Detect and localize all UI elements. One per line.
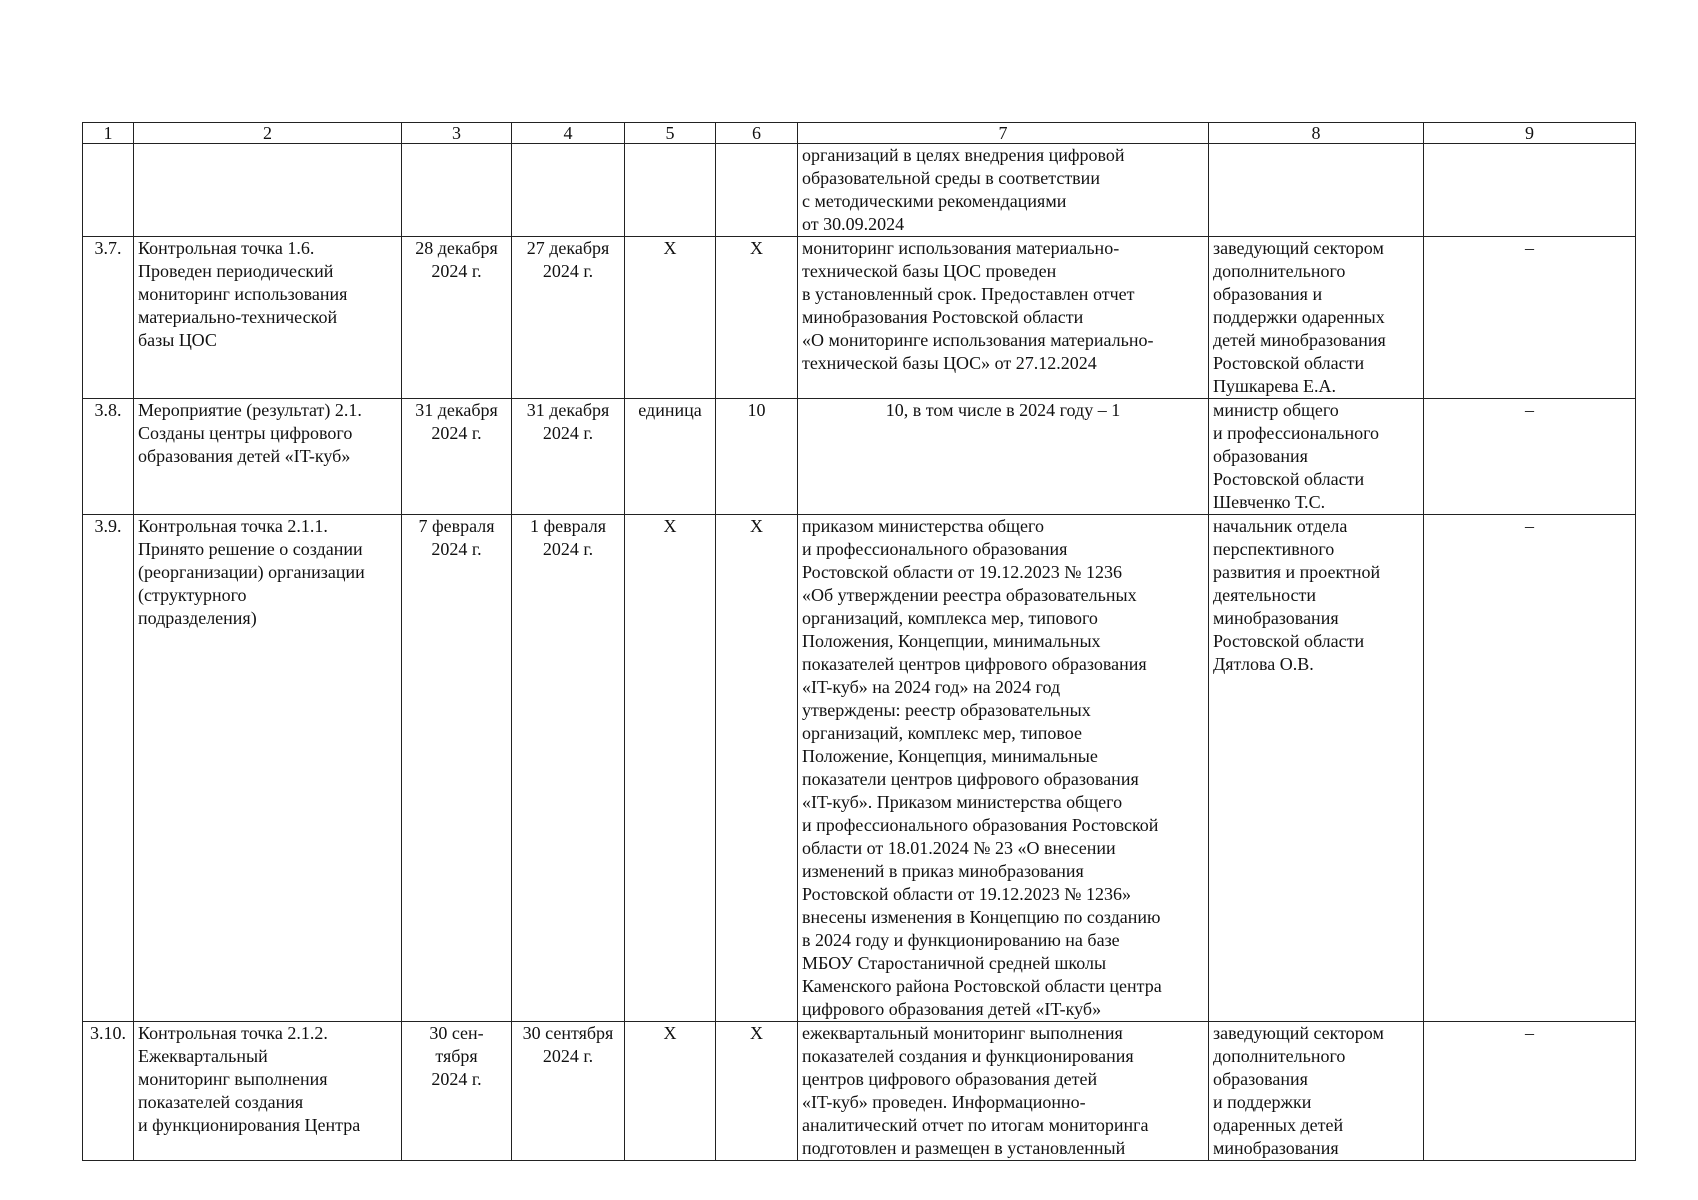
- planned-date: 28 декабря 2024 г.: [402, 237, 512, 399]
- table-row: [83, 515, 1636, 1022]
- row-number: 3.8.: [83, 399, 134, 515]
- row-name: [134, 144, 402, 237]
- unit: Х: [625, 237, 716, 399]
- row-name: Контрольная точка 1.6. Проведен периодический мониторинг использования материально-технической базы ЦОС: [134, 237, 402, 399]
- table-row: [83, 399, 1636, 515]
- unit: единица: [625, 399, 716, 515]
- report-table: [82, 122, 1636, 1161]
- responsible: заведующий сектором дополнительного образования и поддержки одаренных детей минобразования: [1209, 1022, 1424, 1161]
- column-header: 9: [1424, 123, 1636, 144]
- unit: Х: [625, 515, 716, 1022]
- unit: Х: [625, 1022, 716, 1161]
- responsible: министр общего и профессионального образования Ростовской области Шевченко Т.С.: [1209, 399, 1424, 515]
- note: –: [1424, 1022, 1636, 1161]
- value: Х: [716, 515, 798, 1022]
- value: 10: [716, 399, 798, 515]
- column-header: 6: [716, 123, 798, 144]
- planned-date: 30 сен- тября 2024 г.: [402, 1022, 512, 1161]
- column-header: 4: [512, 123, 625, 144]
- planned-date: [402, 144, 512, 237]
- note: –: [1424, 515, 1636, 1022]
- result-text: организаций в целях внедрения цифровой образовательной среды в соответствии с методическими рекомендациями от 30.09.2024: [798, 144, 1209, 237]
- responsible: [1209, 144, 1424, 237]
- column-header: 7: [798, 123, 1209, 144]
- row-number: 3.10.: [83, 1022, 134, 1161]
- column-header: 8: [1209, 123, 1424, 144]
- result-text: приказом министерства общего и профессионального образования Ростовской области от 19.12.2023 № 1236 «Об утверждении реестра образовательных организаций, комплекса мер, типового Положения, Концепции, минимальных показателей центров цифрового образования «IT-куб» на 2024 год» на 2024 год утверждены: реестр образовательных организаций, комплекс мер, типовое Положение, Концепция, минимальные показатели центров цифрового образования «IT-куб». Приказом министерства общего и профессионального образования Ростовской области от 18.01.2024 № 23 «О внесении изменений в приказ минобразования Ростовской области от 19.12.2023 № 1236» внесены изменения в Концепцию по созданию в 2024 году и функционированию на базе МБОУ Старостаничной средней школы Каменского района Ростовской области центра цифрового образования детей «IT-куб»: [798, 515, 1209, 1022]
- column-header: 3: [402, 123, 512, 144]
- unit: [625, 144, 716, 237]
- row-name: Контрольная точка 2.1.2. Ежеквартальный мониторинг выполнения показателей создания и функционирования Центра: [134, 1022, 402, 1161]
- column-header: 1: [83, 123, 134, 144]
- actual-date: 31 декабря 2024 г.: [512, 399, 625, 515]
- row-number: 3.7.: [83, 237, 134, 399]
- table-row: [83, 1022, 1636, 1161]
- table-row: [83, 144, 1636, 237]
- table-row: [83, 237, 1636, 399]
- column-header: 2: [134, 123, 402, 144]
- result-text: 10, в том числе в 2024 году – 1: [798, 399, 1209, 515]
- row-name: Контрольная точка 2.1.1. Принято решение о создании (реорганизации) организации (структурного подразделения): [134, 515, 402, 1022]
- row-number: 3.9.: [83, 515, 134, 1022]
- actual-date: [512, 144, 625, 237]
- result-text: мониторинг использования материально- технической базы ЦОС проведен в установленный срок. Предоставлен отчет минобразования Ростовской области «О мониторинге использования материально- технической базы ЦОС» от 27.12.2024: [798, 237, 1209, 399]
- value: Х: [716, 1022, 798, 1161]
- note: [1424, 144, 1636, 237]
- actual-date: 27 декабря 2024 г.: [512, 237, 625, 399]
- value: Х: [716, 237, 798, 399]
- planned-date: 31 декабря 2024 г.: [402, 399, 512, 515]
- actual-date: 1 февраля 2024 г.: [512, 515, 625, 1022]
- column-header: 5: [625, 123, 716, 144]
- column-number-row: [83, 123, 1636, 144]
- row-name: Мероприятие (результат) 2.1. Созданы центры цифрового образования детей «IT-куб»: [134, 399, 402, 515]
- note: –: [1424, 237, 1636, 399]
- actual-date: 30 сентября 2024 г.: [512, 1022, 625, 1161]
- note: –: [1424, 399, 1636, 515]
- responsible: начальник отдела перспективного развития и проектной деятельности минобразования Ростовской области Дятлова О.В.: [1209, 515, 1424, 1022]
- value: [716, 144, 798, 237]
- result-text: ежеквартальный мониторинг выполнения показателей создания и функционирования центров цифрового образования детей «IT-куб» проведен. Информационно- аналитический отчет по итогам мониторинга подготовлен и размещен в установленный: [798, 1022, 1209, 1161]
- responsible: заведующий сектором дополнительного образования и поддержки одаренных детей минобразования Ростовской области Пушкарева Е.А.: [1209, 237, 1424, 399]
- planned-date: 7 февраля 2024 г.: [402, 515, 512, 1022]
- row-number: [83, 144, 134, 237]
